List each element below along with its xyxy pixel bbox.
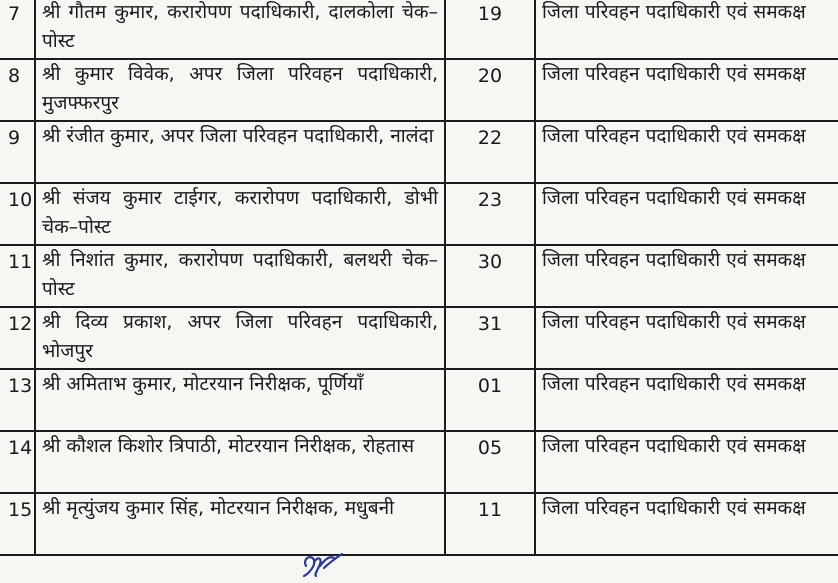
seniority-number: 23 xyxy=(445,183,535,245)
serial-number: 13 xyxy=(0,369,35,431)
table-row xyxy=(0,369,838,431)
post-title: जिला परिवहन पदाधिकारी एवं समकक्ष xyxy=(535,183,838,245)
table-row xyxy=(0,59,838,121)
table-row xyxy=(0,0,838,59)
officer-name: श्री गौतम कुमार, करारोपण पदाधिकारी, दालकोला चेक–पोस्ट xyxy=(35,0,445,59)
seniority-number: 01 xyxy=(445,369,535,431)
officer-name: श्री दिव्य प्रकाश, अपर जिला परिवहन पदाधिकारी, भोजपुर xyxy=(35,307,445,369)
seniority-number: 22 xyxy=(445,121,535,183)
post-title: जिला परिवहन पदाधिकारी एवं समकक्ष xyxy=(535,59,838,121)
table-row xyxy=(0,183,838,245)
table-row xyxy=(0,431,838,493)
officer-name: श्री संजय कुमार टाईगर, करारोपण पदाधिकारी, डोभी चेक–पोस्ट xyxy=(35,183,445,245)
table-row xyxy=(0,121,838,183)
seniority-number: 30 xyxy=(445,245,535,307)
serial-number: 11 xyxy=(0,245,35,307)
post-title: जिला परिवहन पदाधिकारी एवं समकक्ष xyxy=(535,245,838,307)
post-title: जिला परिवहन पदाधिकारी एवं समकक्ष xyxy=(535,307,838,369)
officer-name: श्री मृत्युंजय कुमार सिंह, मोटरयान निरीक्षक, मधुबनी xyxy=(35,493,445,555)
officer-name: श्री कौशल किशोर त्रिपाठी, मोटरयान निरीक्षक, रोहतास xyxy=(35,431,445,493)
officer-name: श्री रंजीत कुमार, अपर जिला परिवहन पदाधिकारी, नालंदा xyxy=(35,121,445,183)
serial-number: 10 xyxy=(0,183,35,245)
seniority-number: 11 xyxy=(445,493,535,555)
post-title: जिला परिवहन पदाधिकारी एवं समकक्ष xyxy=(535,431,838,493)
serial-number: 7 xyxy=(0,0,35,59)
officer-name: श्री कुमार विवेक, अपर जिला परिवहन पदाधिकारी, मुजफ्फरपुर xyxy=(35,59,445,121)
post-title: जिला परिवहन पदाधिकारी एवं समकक्ष xyxy=(535,121,838,183)
table-row xyxy=(0,245,838,307)
post-title: जिला परिवहन पदाधिकारी एवं समकक्ष xyxy=(535,493,838,555)
officer-name: श्री निशांत कुमार, करारोपण पदाधिकारी, बलथरी चेक–पोस्ट xyxy=(35,245,445,307)
officer-name: श्री अमिताभ कुमार, मोटरयान निरीक्षक, पूर्णियाँ xyxy=(35,369,445,431)
seniority-number: 05 xyxy=(445,431,535,493)
seniority-number: 31 xyxy=(445,307,535,369)
serial-number: 14 xyxy=(0,431,35,493)
serial-number: 9 xyxy=(0,121,35,183)
post-title: जिला परिवहन पदाधिकारी एवं समकक्ष xyxy=(535,369,838,431)
serial-number: 15 xyxy=(0,493,35,555)
table-row xyxy=(0,307,838,369)
seniority-number: 20 xyxy=(445,59,535,121)
signature-icon xyxy=(300,552,344,578)
table-row xyxy=(0,493,838,555)
serial-number: 8 xyxy=(0,59,35,121)
seniority-number: 19 xyxy=(445,0,535,59)
post-title: जिला परिवहन पदाधिकारी एवं समकक्ष xyxy=(535,0,838,59)
serial-number: 12 xyxy=(0,307,35,369)
